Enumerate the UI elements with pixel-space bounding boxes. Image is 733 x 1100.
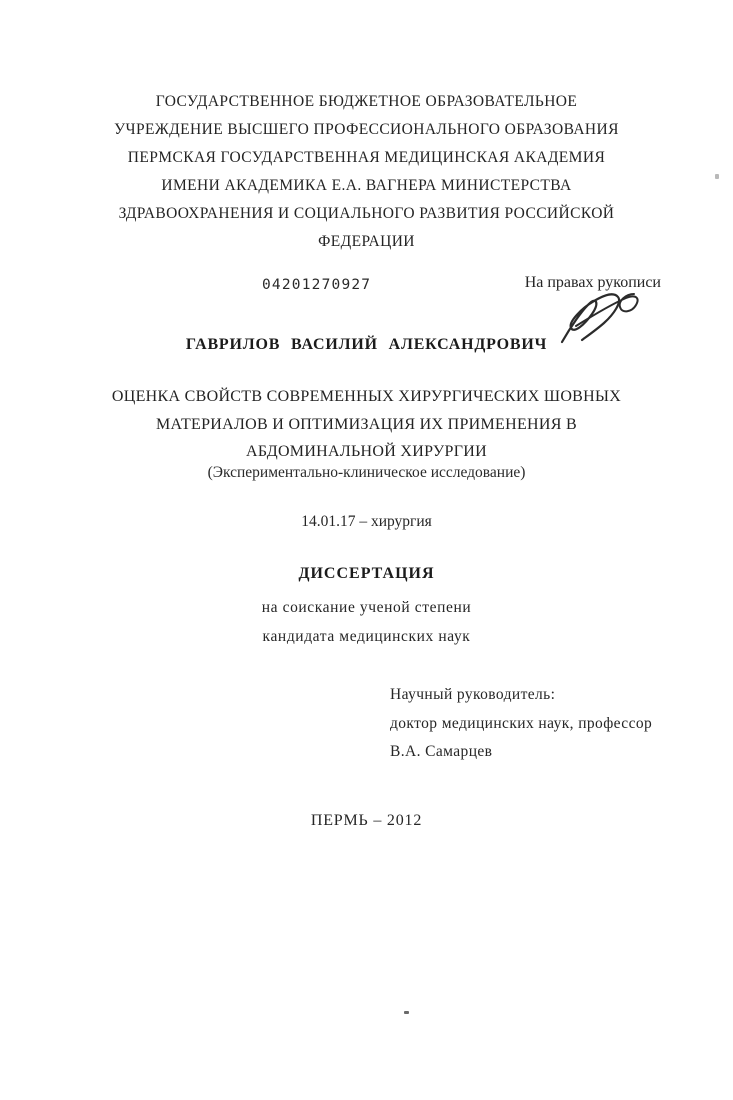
institution-header [0,88,733,256]
institution-line: ГОСУДАРСТВЕННОЕ БЮДЖЕТНОЕ ОБРАЗОВАТЕЛЬНОЕ [155,93,578,110]
manuscript-number: 04201270927 [262,277,372,293]
institution-line: ПЕРМСКАЯ ГОСУДАРСТВЕННАЯ МЕДИЦИНСКАЯ АКАДЕМИЯ [127,149,606,166]
supervisor-line: В.А. Самарцев [390,743,493,760]
city-year: ПЕРМЬ – 2012 [310,812,423,829]
institution-line: ФЕДЕРАЦИИ [318,233,415,250]
degree-line: на соискание ученой степени [261,599,472,616]
institution-line: УЧРЕЖДЕНИЕ ВЫСШЕГО ПРОФЕССИОНАЛЬНОГО ОБРАЗОВАНИЯ [114,121,619,138]
manuscript-rights-note: На правах рукописи [524,274,661,291]
degree-statement [0,593,733,651]
title-subtitle: (Экспериментально-клиническое исследование) [207,464,526,481]
supervisor-line: доктор медицинских наук, профессор [390,714,653,732]
supervisor-block [390,681,652,767]
title-line: ОЦЕНКА СВОЙСТВ СОВРЕМЕННЫХ ХИРУРГИЧЕСКИХ ШОВНЫХ [111,388,622,405]
degree-line: кандидата медицинских наук [262,628,471,645]
title-line: АБДОМИНАЛЬНОЙ ХИРУРГИИ [246,443,487,460]
work-type-label: ДИССЕРТАЦИЯ [298,565,435,582]
scan-speck [715,174,719,179]
institution-line: ИМЕНИ АКАДЕМИКА Е.А. ВАГНЕРА МИНИСТЕРСТВА [161,177,572,194]
supervisor-line: Научный руководитель: [390,686,556,703]
institution-line: ЗДРАВООХРАНЕНИЯ И СОЦИАЛЬНОГО РАЗВИТИЯ РОССИЙСКОЙ [118,205,615,222]
title-line: МАТЕРИАЛОВ И ОПТИМИЗАЦИЯ ИХ ПРИМЕНЕНИЯ В [155,415,578,433]
specialty-code: 14.01.17 – хирургия [301,513,432,530]
author-name: ГАВРИЛОВ ВАСИЛИЙ АЛЕКСАНДРОВИЧ [185,336,548,353]
dissertation-title [0,383,733,466]
scan-speck [404,1011,409,1014]
